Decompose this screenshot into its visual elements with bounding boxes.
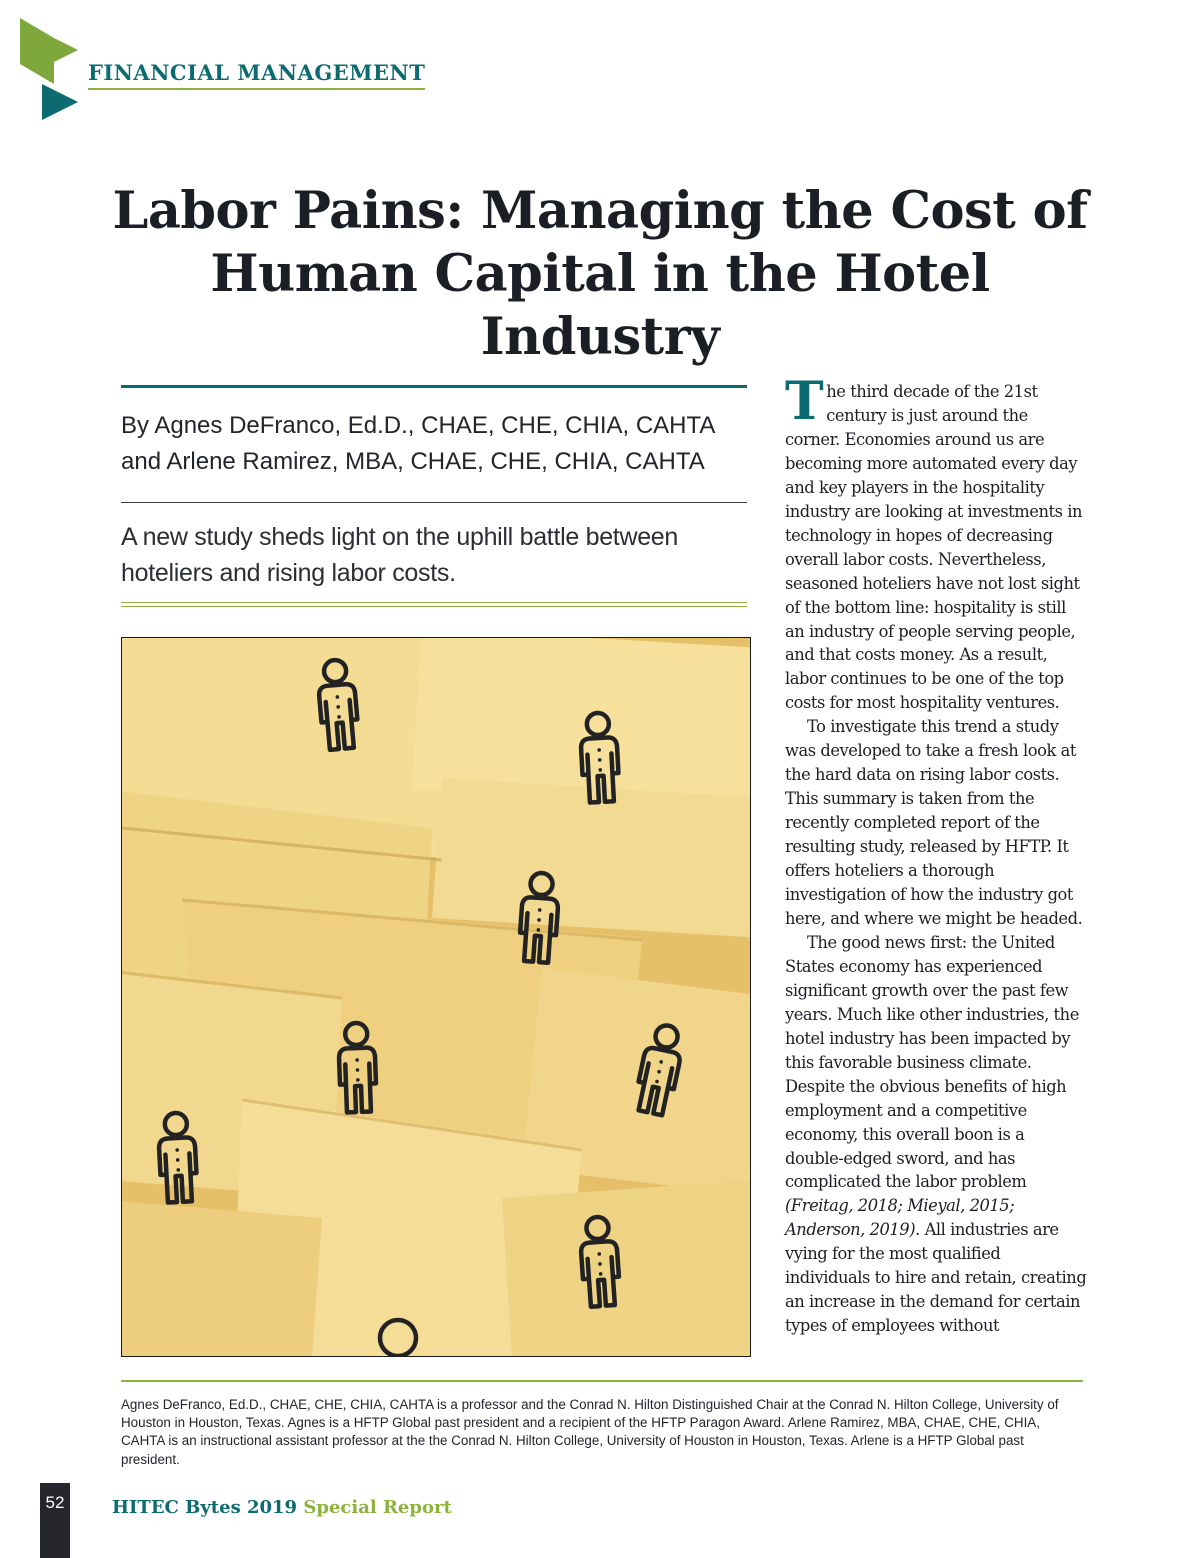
byline	[121, 408, 747, 480]
hero-image	[121, 637, 751, 1357]
footer-title	[112, 1497, 452, 1518]
sticky-notes-illustration	[122, 638, 750, 1356]
body-paragraph-3-start: The good news first: the United States economy has experienced significant growth over the past few years. Much like other industries, the hotel industry has been impacted by this favorable business climate. Despite the obvious benefits of high employment and a competitive economy, this overall boon is a double-edged sword, and has complicated the labor problem	[785, 932, 1079, 1192]
body-paragraph-1-text: he third decade of the 21st century is just around the corner. Economies around us are becoming more automated every day and key players in the hospitality industry are looking at investments in technology in hopes of decreasing overall labor costs. Nevertheless, seasoned hoteliers have not lost sight of the bottom line: hospitality is still an industry of people serving people, and that costs money. As a result, labor continues to be one of the top costs for most hospitality ventures.	[785, 382, 1082, 713]
body-paragraph-1	[785, 371, 1087, 715]
citation: (Freitag, 2018; Mieyal, 2015; Anderson, 2019)	[785, 1196, 1015, 1240]
section-label: FINANCIAL MANAGEMENT	[88, 60, 425, 90]
body-paragraph-3-end: . All industries are vying for the most qualified individuals to hire and retain, creating an increase in the demand for certain types of employees without	[785, 1220, 1087, 1336]
author-note: Agnes DeFranco, Ed.D., CHAE, CHE, CHIA, CAHTA is a professor and the Conrad N. Hilton Distinguished Chair at the Conrad N. Hilton College, University of Houston in Houston, Texas. Agnes is a HFTP Global past president and a recipient of the HFTP Paragon Award. Arlene Ramirez, MBA, CHAE, CHE, CHIA, CAHTA is an instructional assistant professor at the the Conrad N. Hilton College, University of Houston in Houston, Texas. Arlene is a HFTP Global past president.	[121, 1397, 1059, 1467]
deck-rule-lower	[121, 606, 747, 607]
deck-rule-upper	[121, 602, 747, 603]
article-title: Labor Pains: Managing the Cost of Human Capital in the Hotel Industry	[112, 181, 1088, 367]
dropcap: T	[785, 371, 824, 432]
body-paragraph-2: To investigate this trend a study was developed to take a fresh look at the hard data on rising labor costs. This summary is taken from the recently completed report of the resulting study, released by HFTP. It offers hoteliers a thorough investigation of how the industry got here, and where we might be headed.	[785, 717, 1083, 928]
byline-line-1: By Agnes DeFranco, Ed.D., CHAE, CHE, CHIA, CAHTA	[121, 412, 716, 439]
article-body	[785, 371, 1087, 1338]
footer-publication: HITEC Bytes 2019	[112, 1497, 298, 1518]
byline-line-2: and Arlene Ramirez, MBA, CHAE, CHE, CHIA, CAHTA	[121, 448, 705, 475]
author-note-rule	[121, 1380, 1083, 1382]
article-deck: A new study sheds light on the uphill battle between hoteliers and rising labor costs.	[121, 523, 679, 587]
body-paragraph-3	[785, 931, 1087, 1338]
page-number: 52	[40, 1483, 70, 1558]
section-chevron-icon	[20, 18, 78, 122]
byline-top-rule	[121, 385, 747, 388]
footer-subtitle: Special Report	[303, 1497, 452, 1518]
byline-divider	[121, 502, 747, 503]
